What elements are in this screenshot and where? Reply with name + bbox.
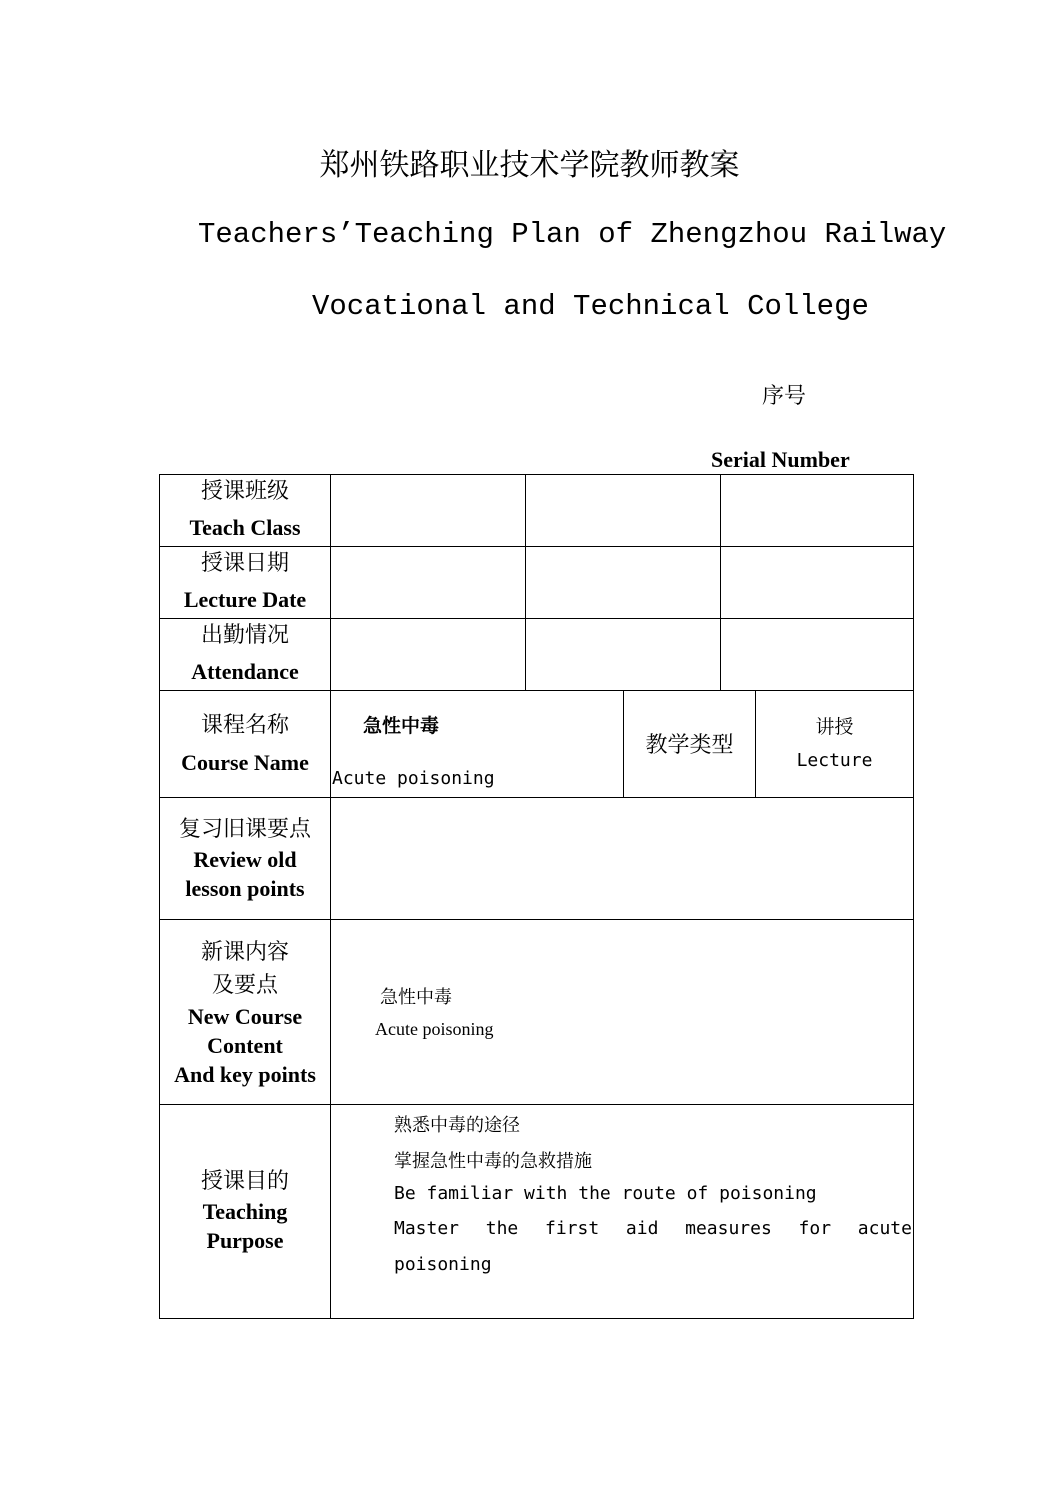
new-content-label-en-line2: Content [207, 1033, 283, 1058]
attendance-label-en: Attendance [191, 659, 299, 684]
purpose-word: the [485, 1218, 519, 1239]
course-name-value-en: Acute poisoning [332, 768, 495, 789]
purpose-line: poisoning [394, 1254, 492, 1275]
teach-class-label-en: Teach Class [189, 515, 301, 540]
attendance-label-cn: 出勤情况 [200, 623, 289, 648]
review-label [160, 815, 330, 903]
purpose-word: for [798, 1218, 832, 1239]
table-border-top [159, 474, 914, 475]
attendance-label [160, 621, 330, 686]
serial-number-label-chinese: 序号 [762, 384, 807, 409]
column-divider [525, 474, 526, 690]
document-title-english-line2: Vocational and Technical College [312, 290, 869, 323]
purpose-line: 掌握急性中毒的急救措施 [394, 1151, 592, 1172]
course-name-value-cn: 急性中毒 [363, 715, 440, 737]
row-divider [159, 919, 914, 920]
row-divider [159, 618, 914, 619]
teach-class-label [160, 477, 330, 542]
purpose-label [160, 1167, 330, 1255]
row-divider [159, 690, 914, 691]
purpose-line-justified [394, 1218, 912, 1239]
new-content-label-en-line3: And key points [174, 1062, 316, 1087]
new-content-value-cn: 急性中毒 [380, 987, 452, 1008]
column-divider [720, 474, 721, 690]
lecture-date-label-cn: 授课日期 [200, 551, 289, 576]
new-content-label [160, 936, 330, 1089]
purpose-word: first [544, 1218, 600, 1239]
row-divider [159, 797, 914, 798]
course-name-label-cn: 课程名称 [200, 713, 289, 738]
lecture-date-label-en: Lecture Date [183, 587, 307, 612]
purpose-line: Be familiar with the route of poisoning [394, 1183, 817, 1204]
review-label-en-line1: Review old [193, 847, 297, 872]
document-title-english-line1: Teachers’Teaching Plan of Zhengzhou Railway [198, 218, 947, 251]
purpose-word: measures [685, 1218, 772, 1239]
document-title-chinese: 郑州铁路职业技术学院教师教案 [319, 148, 740, 183]
course-name-label-en: Course Name [181, 750, 309, 775]
teach-class-label-cn: 授课班级 [200, 479, 289, 504]
table-border-right [913, 474, 914, 1319]
purpose-label-en-line1: Teaching [202, 1199, 288, 1224]
purpose-word: Master [394, 1218, 460, 1239]
purpose-word: aid [625, 1218, 659, 1239]
new-content-label-en-line1: New Course [187, 1004, 303, 1029]
table-border-bottom [159, 1318, 914, 1319]
new-content-value-en: Acute poisoning [375, 1019, 494, 1039]
teaching-type-value-cn: 讲授 [815, 716, 854, 738]
teaching-type-label: 教学类型 [645, 733, 734, 758]
purpose-label-cn: 授课目的 [200, 1169, 289, 1194]
purpose-label-en-line2: Purpose [206, 1228, 284, 1253]
purpose-line: 熟悉中毒的途径 [394, 1115, 520, 1136]
review-label-en-line2: lesson points [185, 876, 305, 901]
new-content-label-cn-line2: 及要点 [211, 973, 278, 998]
column-divider-label [330, 474, 331, 1319]
teaching-type-value-en: Lecture [796, 750, 873, 771]
course-name-label [160, 711, 330, 777]
lecture-date-label [160, 549, 330, 614]
new-content-label-cn-line1: 新课内容 [200, 940, 289, 965]
review-label-cn: 复习旧课要点 [178, 817, 311, 842]
purpose-word: acute [857, 1218, 912, 1239]
serial-number-label-english: Serial Number [711, 447, 850, 472]
row-divider [159, 1104, 914, 1105]
column-divider [755, 690, 756, 797]
row-divider [159, 546, 914, 547]
